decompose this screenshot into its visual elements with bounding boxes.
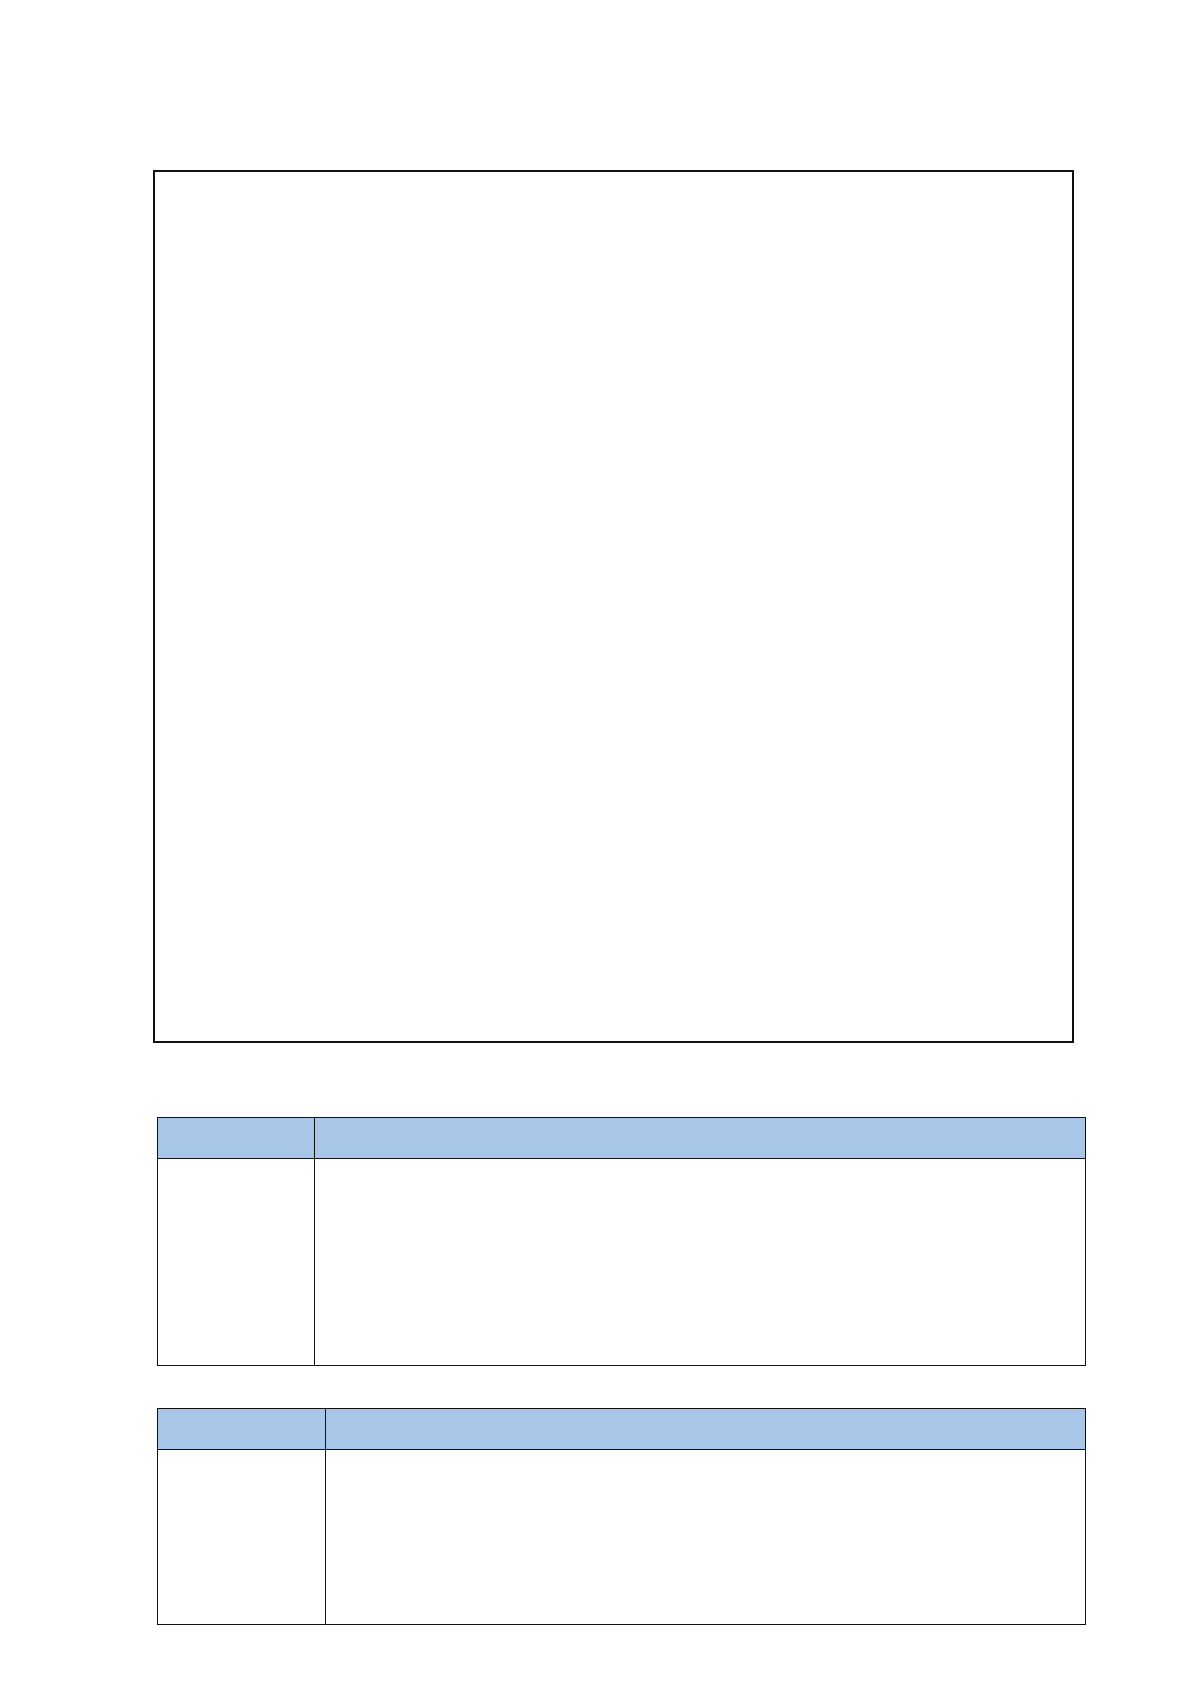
cert-response-cell [326, 1450, 1086, 1625]
cert-col-response [326, 1409, 1086, 1450]
fee-col-item [158, 1118, 315, 1159]
emergency-notice-box [153, 170, 1074, 1043]
fee-table [157, 1117, 1086, 1366]
certification-table [157, 1408, 1086, 1625]
fee-table-header-row [158, 1118, 1086, 1159]
certification-table-header-row [158, 1409, 1086, 1450]
cert-col-item [158, 1409, 326, 1450]
fee-table-row [158, 1159, 1086, 1366]
certification-table-row [158, 1450, 1086, 1625]
cert-item-cell [158, 1450, 326, 1625]
fee-item-cell [158, 1159, 315, 1366]
fee-col-response [315, 1118, 1086, 1159]
fee-response-cell [315, 1159, 1086, 1366]
